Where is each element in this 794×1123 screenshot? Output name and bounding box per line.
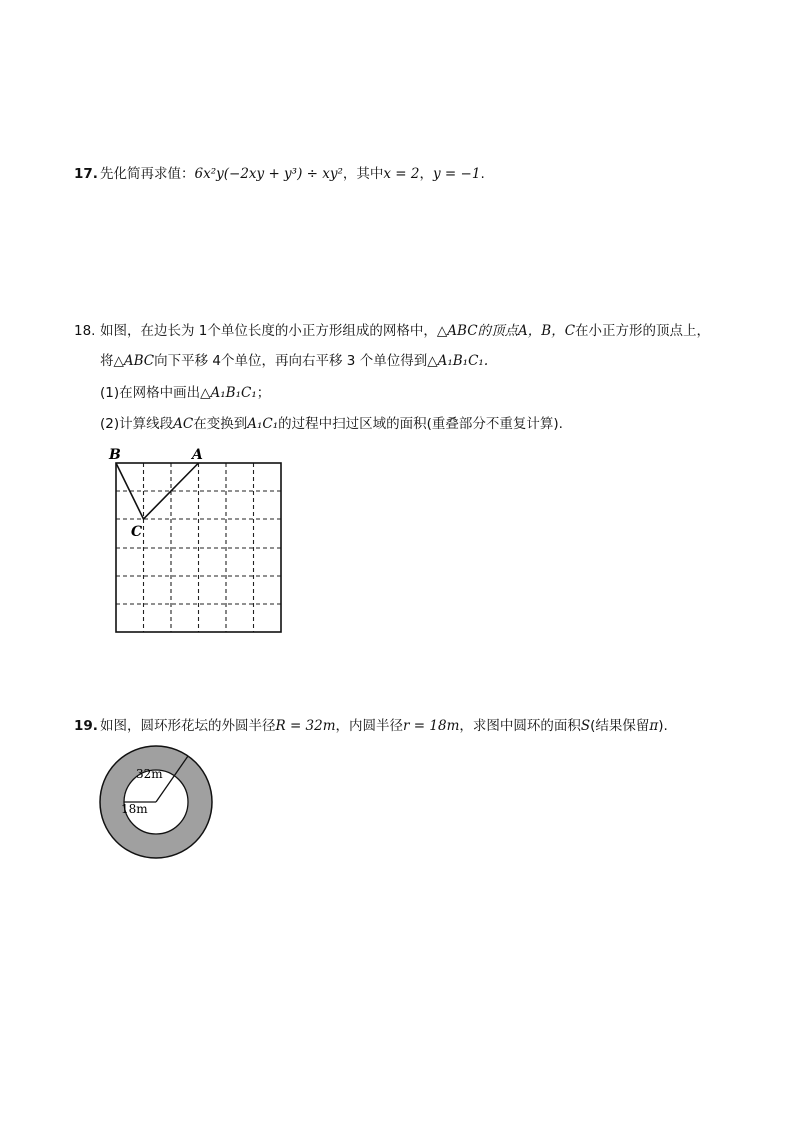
text: ). — [658, 718, 668, 734]
outer-radius-label: 32m — [136, 767, 163, 781]
text: 的过程中扫过区域的面积(重叠部分不重复计算). — [278, 416, 563, 432]
math-area-symbol: S — [580, 718, 591, 734]
math-y-value: y = −1 — [433, 166, 481, 182]
question-18-line-2 — [100, 352, 488, 370]
text: ，内圆半径 — [335, 718, 404, 734]
text: (2)计算线段 — [100, 416, 174, 432]
text: 如图，圆环形花坛的外圆半径 — [100, 718, 276, 734]
text: 如图，在边长为 1个单位长度的小正方形组成的网格中， — [100, 323, 437, 339]
text: ，求图中圆环的面积 — [459, 718, 581, 734]
math-inner-radius: r = 18m — [403, 718, 460, 734]
math-pi: π — [649, 718, 659, 734]
text: ， — [419, 166, 434, 182]
question-text: 先化简再求值： — [100, 166, 195, 182]
grid-figure — [100, 442, 300, 642]
math-triangle: △ABC — [113, 353, 155, 369]
text: (1)在网格中画出 — [100, 385, 201, 401]
question-number: 18. — [74, 323, 96, 339]
math-segment: AC — [173, 416, 194, 432]
text: 将 — [100, 353, 114, 369]
question-18-line-1 — [74, 322, 710, 340]
math-segment-image: A₁C₁ — [247, 416, 279, 432]
label-a: A — [192, 447, 203, 463]
text: ； — [256, 385, 271, 401]
question-number: 19. — [74, 718, 98, 734]
text: 向下平移 4个单位，再向右平移 3 个单位得到 — [154, 353, 428, 369]
question-18-part-1 — [100, 384, 270, 402]
label-c: C — [131, 524, 143, 540]
math-triangle-image: △A₁B₁C₁. — [427, 353, 489, 369]
question-19 — [74, 717, 668, 735]
math-x-value: x = 2 — [383, 166, 420, 182]
math-triangle-image: △A₁B₁C₁ — [200, 385, 257, 401]
label-b: B — [109, 447, 121, 463]
inner-radius-label: 18m — [121, 801, 148, 816]
text: 在小正方形的顶点上， — [575, 323, 711, 339]
text: (结果保留 — [590, 718, 650, 734]
question-17 — [74, 165, 485, 183]
question-18-part-2 — [100, 415, 563, 433]
math-triangle: △ABC的顶点 — [436, 323, 519, 339]
math-vertices: A，B，C — [518, 323, 576, 339]
text: 在变换到 — [193, 416, 248, 432]
ring-figure — [96, 742, 216, 862]
text: . — [480, 166, 485, 182]
math-expression: 6x²y(−2xy + y³) ÷ xy² — [194, 166, 343, 182]
grid-dashed-lines — [116, 463, 281, 632]
math-outer-radius: R = 32m — [275, 718, 336, 734]
question-number: 17. — [74, 166, 98, 182]
text: ，其中 — [342, 166, 384, 182]
